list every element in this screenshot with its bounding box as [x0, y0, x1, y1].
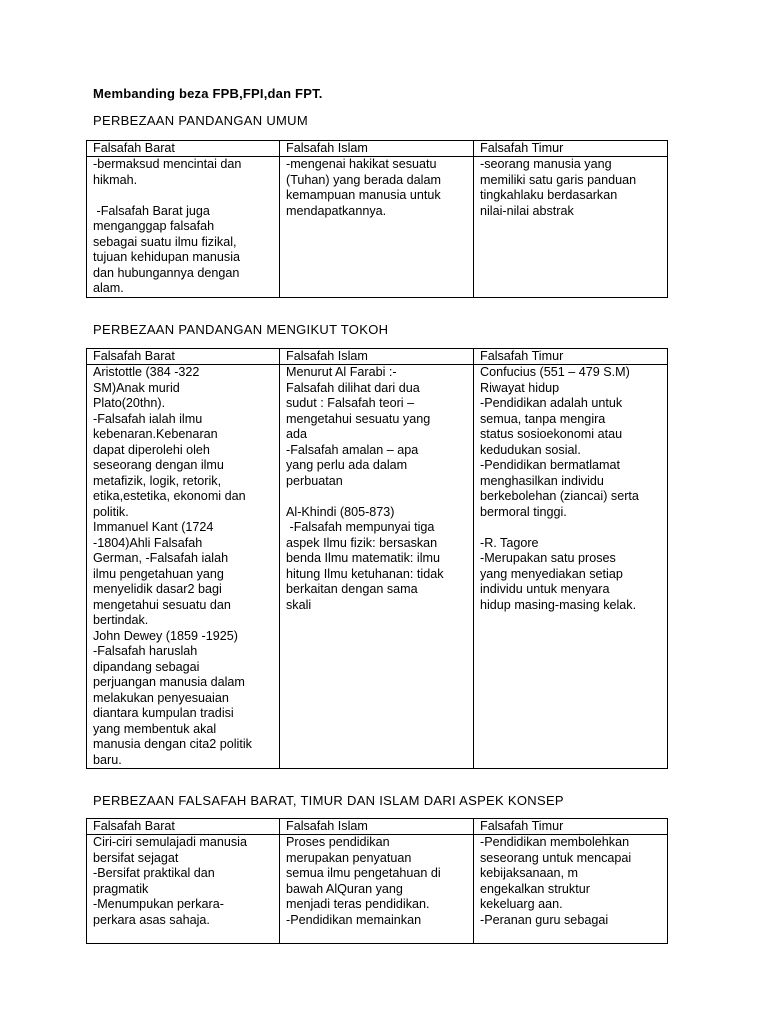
table-cell-barat: -bermaksud mencintai dan hikmah. -Falsafah Barat juga menganggap falsafah sebagai suatu ilmu fizikal, tujuan kehidupan manusia dan hubungannya dengan alam.: [87, 157, 280, 298]
section-heading-umum: PERBEZAAN PANDANGAN UMUM: [93, 113, 308, 128]
section-heading-tokoh: PERBEZAAN PANDANGAN MENGIKUT TOKOH: [93, 322, 389, 337]
table-header-row: [87, 141, 668, 157]
cell-text: -Pendidikan membolehkan seseorang untuk mencapai kebijaksanaan, m engekalkan struktur kekeluarg aan. -Peranan guru sebagai: [480, 835, 632, 927]
column-header-islam: Falsafah Islam: [280, 349, 474, 365]
column-header-timur: Falsafah Timur: [474, 141, 668, 157]
document-title: Membanding beza FPB,FPI,dan FPT.: [93, 86, 323, 101]
table-cell-timur: Confucius (551 – 479 S.M) Riwayat hidup -Pendidikan adalah untuk semua, tanpa mengira status sosioekonomi atau kedudukan sosial. -Pendidikan bermatlamat menghasilkan individu berkebolehan (ziancai) serta bermoral tinggi. -R. Tagore -Merupakan satu proses yang menyediakan setiap individu untuk menyara hidup masing-masing kelak.: [474, 365, 668, 769]
comparison-table-tokoh: [86, 348, 668, 769]
table-header-row: [87, 819, 668, 835]
table-row: [87, 157, 668, 298]
table-row: [87, 835, 668, 944]
column-header-timur: Falsafah Timur: [474, 349, 668, 365]
section-heading-konsep: PERBEZAAN FALSAFAH BARAT, TIMUR DAN ISLAM DARI ASPEK KONSEP: [93, 793, 564, 808]
cell-text: Ciri-ciri semulajadi manusia bersifat sejagat -Bersifat praktikal dan pragmatik -Menumpukan perkara- perkara asas sahaja.: [93, 835, 247, 927]
column-header-islam: Falsafah Islam: [280, 819, 474, 835]
comparison-table-umum: [86, 140, 668, 298]
table-cell-barat: [87, 835, 280, 944]
table-cell-islam: Menurut Al Farabi :- Falsafah dilihat dari dua sudut : Falsafah teori – mengetahui sesuatu yang ada -Falsafah amalan – apa yang perlu ada dalam perbuatan Al-Khindi (805-873) -Falsafah mempunyai tiga aspek Ilmu fizik: bersaskan benda Ilmu matematik: ilmu hitung Ilmu ketuhanan: tidak berkaitan dengan sama skali: [280, 365, 474, 769]
cell-text: Proses pendidikan merupakan penyatuan semua ilmu pengetahuan di bawah AlQuran yang menjadi teras pendidikan. -Pendidikan memainkan: [286, 835, 441, 927]
column-header-barat: Falsafah Barat: [87, 349, 280, 365]
table-header-row: [87, 349, 668, 365]
table-cell-timur: [474, 835, 668, 944]
column-header-barat: Falsafah Barat: [87, 141, 280, 157]
table-cell-barat: Aristottle (384 -322 SM)Anak murid Plato(20thn). -Falsafah ialah ilmu kebenaran.Kebenaran dapat diperolehi oleh seseorang dengan ilmu metafizik, logik, retorik, etika,estetika, ekonomi dan politik. Immanuel Kant (1724 -1804)Ahli Falsafah German, -Falsafah ialah ilmu pengetahuan yang menyelidik dasar2 bagi mengetahui sesuatu dan bertindak. John Dewey (1859 -1925) -Falsafah haruslah dipandang sebagai perjuangan manusia dalam melakukan penyesuaian diantara kumpulan tradisi yang membentuk akal manusia dengan cita2 politik baru.: [87, 365, 280, 769]
column-header-islam: Falsafah Islam: [280, 141, 474, 157]
column-header-timur: Falsafah Timur: [474, 819, 668, 835]
comparison-table-konsep: [86, 818, 668, 944]
table-cell-islam: -mengenai hakikat sesuatu (Tuhan) yang berada dalam kemampuan manusia untuk mendapatkannya.: [280, 157, 474, 298]
table-cell-timur: -seorang manusia yang memiliki satu garis panduan tingkahlaku berdasarkan nilai-nilai abstrak: [474, 157, 668, 298]
column-header-barat: Falsafah Barat: [87, 819, 280, 835]
table-cell-islam: [280, 835, 474, 944]
table-row: [87, 365, 668, 769]
